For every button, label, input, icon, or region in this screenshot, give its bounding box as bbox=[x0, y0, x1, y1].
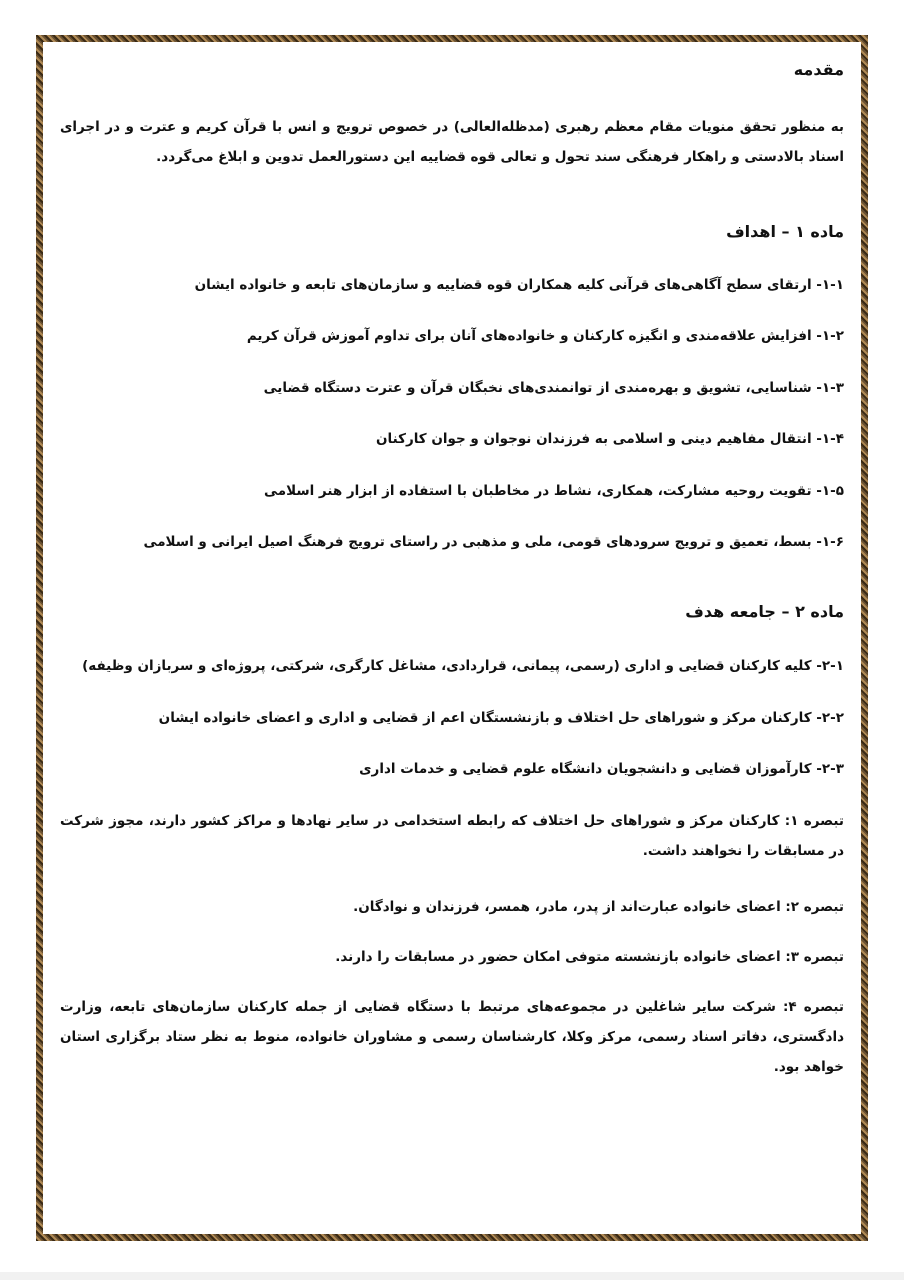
article-2-item: ۲-۲- کارکنان مرکز و شوراهای حل اختلاف و بازنشستگان اعم از قضایی و اداری و اعضای خانواده ایشان bbox=[158, 710, 844, 726]
article-1-item: ۱-۴- انتقال مفاهیم دینی و اسلامی به فرزندان نوجوان و جوان کارکنان bbox=[376, 431, 844, 447]
intro-paragraph: به منظور تحقق منویات مقام معظم رهبری (مدظله‌العالی) در خصوص ترویج و انس با قرآن کریم و عترت و در اجرای اسناد بالادستی و راهکار فرهنگی سند تحول و تعالی قوه قضاییه این دستورالعمل تدوین و ابلاغ می‌گردد. bbox=[60, 119, 844, 165]
article-1-item: ۱-۲- افزایش علاقه‌مندی و انگیزه کارکنان و خانواده‌های آنان برای تداوم آموزش قرآن کریم bbox=[246, 328, 844, 344]
article-1-heading: ماده ۱ – اهداف bbox=[726, 222, 844, 241]
note-3: تبصره ۳: اعضای خانواده بازنشسته متوفی امکان حضور در مسابقات را دارند. bbox=[335, 949, 844, 965]
article-2-item: ۲-۳- کارآموزان قضایی و دانشجویان دانشگاه علوم قضایی و خدمات اداری bbox=[359, 761, 844, 777]
note-2: تبصره ۲: اعضای خانواده عبارت‌اند از پدر، مادر، همسر، فرزندان و نوادگان. bbox=[353, 899, 844, 915]
intro-heading: مقدمه bbox=[793, 60, 844, 79]
bottom-strip bbox=[0, 1272, 904, 1280]
article-1-item: ۱-۶- بسط، تعمیق و ترویج سرودهای قومی، ملی و مذهبی در راستای ترویج فرهنگ اصیل ایرانی و اسلامی bbox=[143, 534, 844, 550]
article-1-item: ۱-۳- شناسایی، تشویق و بهره‌مندی از توانمندی‌های نخبگان قرآن و عترت دستگاه قضایی bbox=[263, 380, 844, 396]
article-1-item: ۱-۵- تقویت روحیه مشارکت، همکاری، نشاط در مخاطبان با استفاده از ابزار هنر اسلامی bbox=[264, 483, 844, 499]
article-2-item: ۲-۱- کلیه کارکنان قضایی و اداری (رسمی، پیمانی، قراردادی، مشاغل کارگری، شرکتی، پروژه‌ای و سربازان وظیفه) bbox=[82, 658, 844, 674]
article-1-item: ۱-۱- ارتقای سطح آگاهی‌های قرآنی کلیه همکاران قوه قضاییه و سازمان‌های تابعه و خانواده ایشان bbox=[194, 277, 844, 293]
note-4: تبصره ۴: شرکت سایر شاغلین در مجموعه‌های مرتبط با دستگاه قضایی از جمله کارکنان سازمان‌های تابعه، وزارت دادگستری، دفاتر اسناد رسمی، مرکز وکلا، کارشناسان رسمی و مشاوران خانواده، منوط به نظر ستاد برگزاری استان خواهد بود. bbox=[60, 999, 844, 1075]
note-1: تبصره ۱: کارکنان مرکز و شوراهای حل اختلاف که رابطه استخدامی در سایر نهادها و مراکز کشور دارند، مجوز شرکت در مسابقات را نخواهند داشت. bbox=[60, 813, 844, 859]
article-2-heading: ماده ۲ – جامعه هدف bbox=[685, 602, 844, 621]
